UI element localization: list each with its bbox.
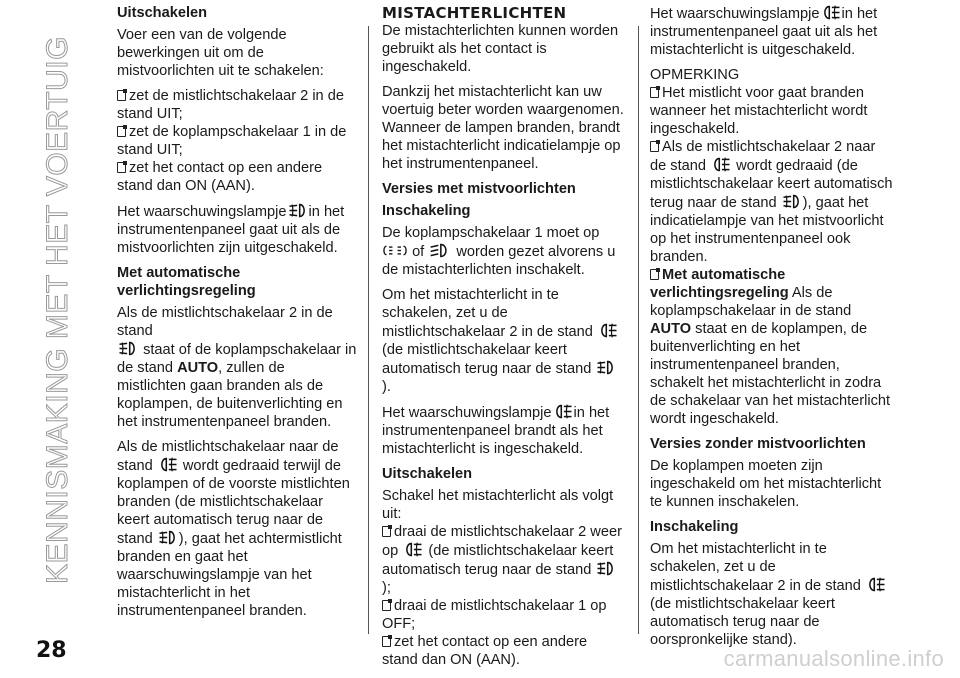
- list-item-text: staat en de koplampen, de buitenverlichting en het instrumentenpaneel branden, schakelt het mistachterlicht in zodra de schakelaar van het mistachterlicht wordt ingeschakeld.: [650, 321, 891, 427]
- paragraph: Voer een van de volgende bewerkingen uit om de mistvoorlichten uit te schakelen:: [117, 27, 324, 79]
- column-3: [650, 4, 894, 656]
- paragraph: [382, 286, 626, 396]
- heading-inschakeling: Inschakeling: [382, 203, 471, 219]
- list-item: [117, 87, 357, 123]
- list-item-text: ), gaat het indicatielampje van het mistvoorlicht op het instrumentenpaneel ook branden.: [650, 195, 884, 265]
- list-item-text: draai de mistlichtschakelaar 1 op OFF;: [382, 598, 607, 632]
- paragraph: Schakel het mistachterlicht als volgt uit:: [382, 488, 614, 522]
- paragraph: [117, 202, 357, 257]
- list-item-text: );: [382, 580, 391, 596]
- list-item: [382, 597, 626, 633]
- arrow-bullet-icon: [382, 636, 391, 647]
- text: ).: [382, 379, 391, 395]
- text: worden gezet alvorens u de mistachterlichten inschakelt.: [382, 244, 616, 278]
- heading-auto: Met automatische verlichtingsregeling: [117, 265, 256, 299]
- heading-uitschakelen: Uitschakelen: [117, 5, 208, 21]
- list-item-text: wordt gedraaid (de mistlichtschakelaar keert automatisch terug naar de stand: [650, 158, 893, 211]
- text: in het instrumentenpaneel gaat uit als het mistachterlicht is uitgeschakeld.: [650, 6, 878, 58]
- heading-inschakeling: Inschakeling: [650, 519, 739, 535]
- paragraph: Dankzij het mistachterlicht kan uw voertuig beter worden waargenomen. Wanneer de lampen branden, brandt het mistachterlicht indicatielampje op het instrumentenpaneel.: [382, 84, 624, 172]
- list-item-text: Als de koplampschakelaar in de stand: [650, 285, 852, 319]
- list-item-text: Als de mistlichtschakelaar 2 naar de stand: [650, 139, 876, 174]
- text: wordt gedraaid terwijl de koplampen of de voorste mistlichten branden (de mistlichtschakelaar keert automatisch terug naar de stand: [117, 458, 350, 547]
- page-number: 28: [36, 638, 67, 663]
- list-item: [650, 84, 894, 138]
- front-fog-lamp-icon: [157, 529, 179, 546]
- heading-uitschakelen: Uitschakelen: [382, 466, 473, 482]
- arrow-bullet-icon: [650, 141, 659, 152]
- rear-fog-lamp-icon: [157, 456, 179, 473]
- arrow-bullet-icon: [117, 126, 126, 137]
- rear-fog-lamp-icon: [552, 403, 574, 420]
- list-item-text: draai de mistlichtschakelaar 2 weer op: [382, 524, 622, 559]
- side-title-text: KENNISMAKING MET HET VOERTUIG: [41, 36, 74, 584]
- list-item-text: zet de mistlichtschakelaar 2 in de stand UIT;: [117, 88, 344, 122]
- arrow-bullet-icon: [650, 87, 659, 98]
- list-item: [382, 633, 626, 669]
- front-fog-lamp-icon: [117, 340, 139, 357]
- arrow-bullet-icon: [382, 600, 391, 611]
- paragraph: De mistachterlichten kunnen worden gebruikt als het contact is ingeschakeld.: [382, 23, 619, 75]
- paragraph: [117, 304, 357, 431]
- heading-mistachterlichten: MISTACHTERLICHTEN: [382, 4, 567, 22]
- rear-fog-lamp-icon: [402, 541, 424, 558]
- paragraph: [650, 540, 894, 649]
- list-item-text: (de mistlichtschakelaar keert automatisch terug naar de stand: [382, 543, 614, 578]
- front-fog-lamp-icon: [595, 359, 617, 376]
- auto-label: AUTO: [177, 360, 219, 376]
- list-item-text: zet de koplampschakelaar 1 in de stand UIT;: [117, 124, 347, 158]
- arrow-bullet-icon: [117, 90, 126, 101]
- heading-versies-zonder: Versies zonder mistvoorlichten: [650, 436, 866, 452]
- list-item: [117, 159, 357, 195]
- paragraph: [382, 224, 626, 279]
- list-item: [117, 123, 357, 159]
- column-1: [117, 4, 357, 627]
- text: in het instrumentenpaneel gaat uit als de mistvoorlichten zijn uitgeschakeld.: [117, 204, 345, 256]
- front-fog-lamp-icon: [595, 560, 617, 577]
- arrow-bullet-icon: [650, 269, 659, 280]
- list-item-text: Het mistlicht voor gaat branden wanneer het mistachterlicht wordt ingeschakeld.: [650, 85, 868, 137]
- text: in het instrumentenpaneel brandt als het mistachterlicht is ingeschakeld.: [382, 405, 610, 457]
- text: Als de mistlichtschakelaar naar de stand: [117, 439, 339, 474]
- paragraph: [382, 403, 626, 458]
- text: Het waarschuwingslampje: [382, 405, 552, 421]
- text: Als de mistlichtschakelaar 2 in de stand: [117, 305, 333, 339]
- heading-versies-met: Versies met mistvoorlichten: [382, 181, 576, 197]
- rear-fog-lamp-icon: [710, 156, 732, 173]
- column-2: [382, 4, 626, 676]
- text: Het waarschuwingslampje: [117, 204, 287, 220]
- list-item-heading: Met automatische verlichtingsregeling: [650, 267, 789, 301]
- section-side-title: [28, 30, 88, 590]
- list-item: [650, 138, 894, 266]
- text: ), gaat het achtermistlicht branden en gaat het waarschuwingslampje van het mistachterlicht in het instrumentenpaneel branden.: [117, 531, 342, 619]
- paragraph: De koplampen moeten zijn ingeschakeld om het mistachterlicht te kunnen inschakelen.: [650, 458, 882, 510]
- front-fog-lamp-icon: [781, 193, 803, 210]
- text: of: [412, 244, 425, 260]
- arrow-bullet-icon: [382, 526, 391, 537]
- text: Om het mistachterlicht in te schakelen, zet u de mistlichtschakelaar 2 in de stand: [382, 287, 593, 340]
- paragraph: [650, 4, 894, 59]
- list-item-text: zet het contact op een andere stand dan ON (AAN).: [117, 160, 323, 194]
- column-divider-1: [368, 26, 369, 634]
- text: , zullen de mistlichten gaan branden als de koplampen, de buitenverlichting en het instrumentenpaneel branden.: [117, 360, 343, 430]
- note-heading: OPMERKING: [650, 67, 740, 83]
- rear-fog-lamp-icon: [820, 4, 842, 21]
- low-beam-icon: [428, 242, 452, 259]
- front-fog-lamp-icon: [287, 202, 309, 219]
- rear-fog-lamp-icon: [865, 576, 887, 593]
- list-item: [382, 523, 626, 597]
- auto-label: AUTO: [650, 321, 692, 337]
- list-item-text: zet het contact op een andere stand dan ON (AAN).: [382, 634, 588, 668]
- arrow-bullet-icon: [117, 162, 126, 173]
- parking-light-icon: [382, 242, 408, 259]
- rear-fog-lamp-icon: [597, 322, 619, 339]
- list-item: [650, 266, 894, 428]
- text: Om het mistachterlicht in te schakelen, zet u de mistlichtschakelaar 2 in de stand: [650, 541, 861, 594]
- paragraph: [117, 438, 357, 620]
- text: Het waarschuwingslampje: [650, 6, 820, 22]
- column-divider-2: [638, 26, 639, 634]
- text: (de mistlichtschakelaar keert automatisch terug naar de stand: [382, 342, 592, 377]
- text: (de mistlichtschakelaar keert automatisch terug naar de oorspronkelijke stand).: [650, 596, 835, 648]
- watermark: carmanualsonline.info: [723, 646, 944, 671]
- text: staat of de koplampschakelaar in de stand: [117, 342, 357, 376]
- text: De koplampschakelaar 1 moet op: [382, 225, 600, 241]
